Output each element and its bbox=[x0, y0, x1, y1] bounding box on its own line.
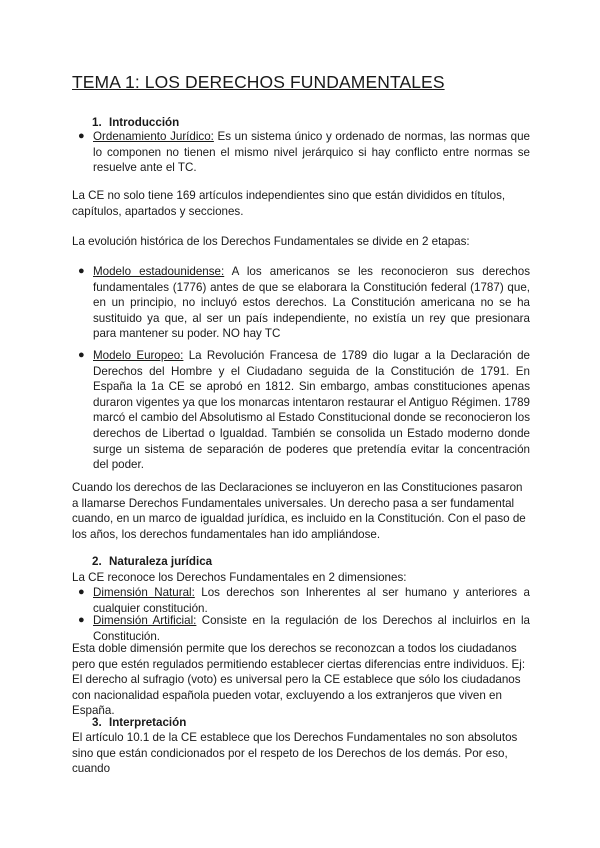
list-item-modelo-estadounidense bbox=[78, 264, 530, 342]
section-heading-introduccion bbox=[92, 116, 179, 129]
definition: Los derechos son Inherentes al ser humano y anteriores a cualquier constitución. bbox=[93, 586, 531, 615]
section-heading-interpretacion bbox=[92, 716, 186, 729]
paragraph: Cuando los derechos de las Declaraciones se incluyeron en las Constituciones pasaron a llamarse Derechos Fundamentales universales. Un derecho pasa a ser fundamental cuando, en un marco de igualdad jurídica, es incluido en la Constitución. Con el paso de los años, los derechos fundamentales han ido ampliándose. bbox=[72, 481, 526, 541]
paragraph: Esta doble dimensión permite que los derechos se reconozcan a todos los ciudadanos pero que estén regulados permitiendo establecer ciertas diferencias entre individuos. Ej: El derecho al sufragio (voto) es universal pero la CE establece que sólo los ciudadanos con nacionalidad española pueden votar, excluyendo a los extranjeros que viven en España. bbox=[72, 642, 526, 718]
bullet-icon: ● bbox=[78, 349, 85, 361]
section-label: Introducción bbox=[109, 116, 180, 129]
term: Ordenamiento Jurídico: bbox=[93, 130, 214, 143]
paragraph: La CE reconoce los Derechos Fundamentales en 2 dimensiones: bbox=[72, 571, 407, 584]
list-item-dimension-artificial bbox=[78, 613, 531, 644]
list-item-modelo-europeo bbox=[78, 348, 530, 473]
paragraph: El artículo 10.1 de la CE establece que los Derechos Fundamentales no son absolutos sino que están condicionados por el respeto de los Derechos de los demás. Por eso, cuando bbox=[72, 731, 518, 776]
paragraph: La CE no solo tiene 169 artículos independientes sino que están divididos en títulos, capítulos, apartados y secciones. bbox=[72, 189, 506, 218]
bullet-icon: ● bbox=[78, 265, 85, 277]
list-item-ordenamiento bbox=[78, 129, 530, 176]
list-item-text bbox=[93, 129, 530, 176]
term: Modelo Europeo: bbox=[93, 349, 184, 362]
paragraph: La evolución histórica de los Derechos Fundamentales se divide en 2 etapas: bbox=[72, 235, 470, 248]
definition: Es un sistema único y ordenado de normas, las normas que lo componen no tienen el mismo nivel jerárquico si hay conflicto entre normas se resuelve ante el TC. bbox=[93, 130, 530, 175]
list-item-text bbox=[93, 613, 530, 644]
bullet-icon: ● bbox=[78, 130, 85, 142]
definition: Consiste en la regulación de los Derechos al incluirlos en la Constitución. bbox=[93, 614, 531, 643]
section-heading-naturaleza bbox=[92, 555, 212, 568]
list-item-text bbox=[93, 264, 530, 342]
section-label: Naturaleza jurídica bbox=[109, 555, 213, 568]
definition: A los americanos se les reconocieron sus derechos fundamentales (1776) antes de que se elaborara la Constitución federal (1787) que, en un principio, no incluyó estos derechos. La Constitución americana no se ha sustituido ya que, al ser un país independiente, no existía un rey que presionara para mantener su poder. NO hay TC bbox=[93, 265, 530, 341]
list-item-dimension-natural bbox=[78, 585, 531, 616]
document-title: TEMA 1: LOS DERECHOS FUNDAMENTALES bbox=[72, 72, 445, 92]
list-item-text bbox=[93, 348, 530, 473]
section-label: Interpretación bbox=[109, 716, 187, 729]
term: Dimensión Artificial: bbox=[93, 614, 197, 627]
list-item-text bbox=[93, 585, 530, 616]
term: Modelo estadounidense: bbox=[93, 265, 225, 278]
bullet-icon: ● bbox=[78, 614, 85, 626]
section-number: 3. bbox=[92, 716, 102, 729]
section-number: 1. bbox=[92, 116, 102, 129]
term: Dimensión Natural: bbox=[93, 586, 195, 599]
bullet-icon: ● bbox=[78, 586, 85, 598]
definition: La Revolución Francesa de 1789 dio lugar a la Declaración de Derechos del Hombre y el Ciudadano seguida de la Constitución de 1791. En España la 1a CE se aprobó en 1812. Sin embargo, ambas constituciones apenas duraron vigentes ya que los monarcas intentaron restaurar el Antiguo Régimen. 1789 marcó el cambio del Absolutismo al Estado Constitucional donde se reconocieron los derechos de Libertad o Igualdad. También se consolida un Estado moderno donde surge un sistema de separación de poderes que pretendía evitar la concentración del poder. bbox=[93, 349, 530, 472]
section-number: 2. bbox=[92, 555, 102, 568]
